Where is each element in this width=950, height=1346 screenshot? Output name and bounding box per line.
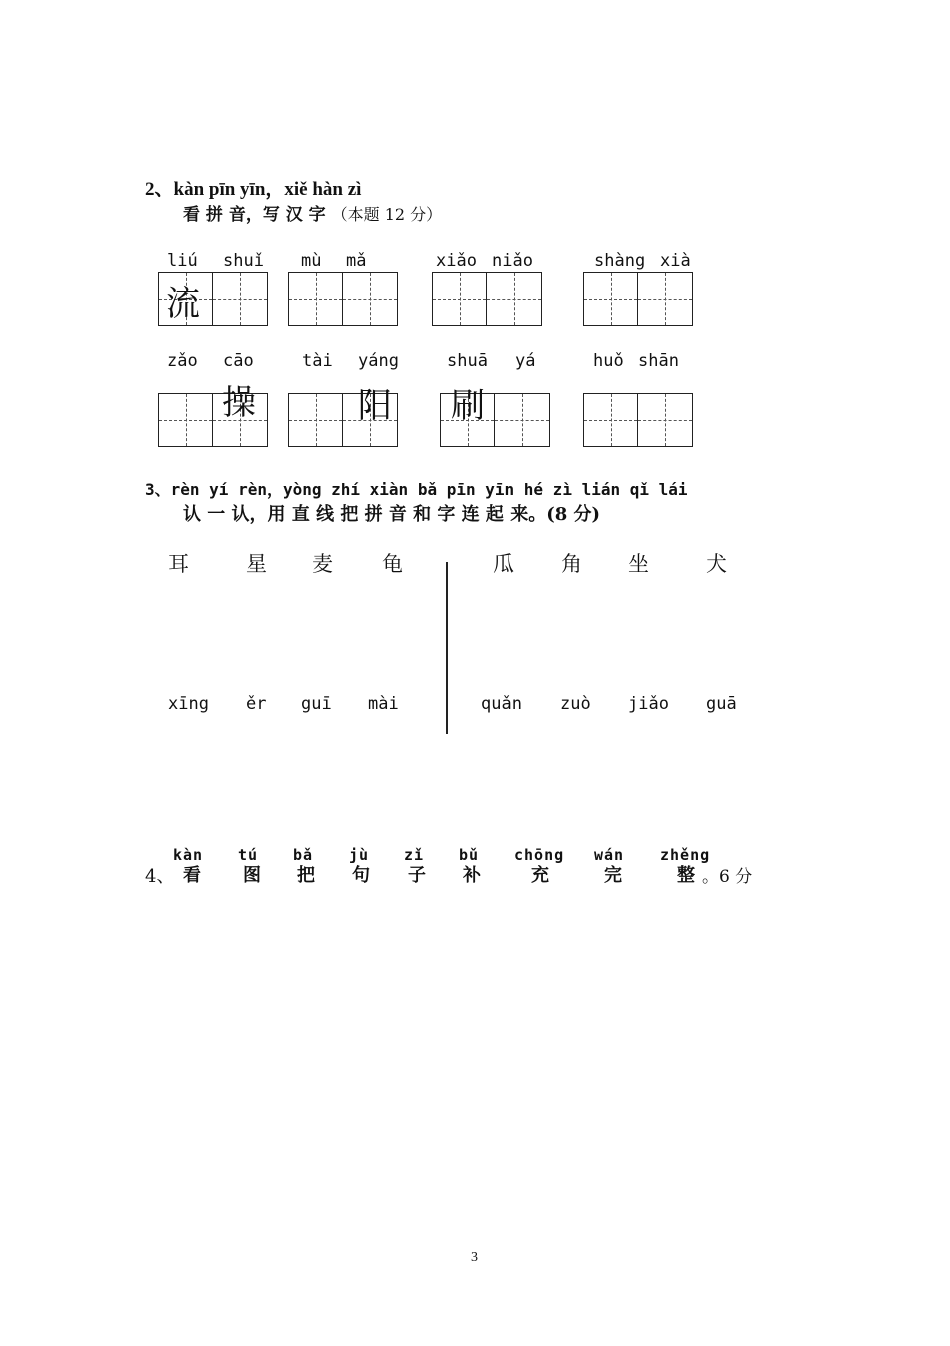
match-char-er[interactable]: 耳 bbox=[168, 552, 189, 576]
section2-title: 2、kàn pīn yīn，xiě hàn zì bbox=[145, 179, 362, 200]
page-number: 3 bbox=[471, 1250, 478, 1265]
section2-subtitle-text: 看 拼 音，写 汉 字 bbox=[183, 205, 326, 225]
pinyin-ma: mǎ bbox=[346, 251, 367, 271]
sect4-pinyin-zheng: zhěng bbox=[660, 846, 711, 864]
writing-grid-muma[interactable] bbox=[288, 272, 398, 326]
sect4-char-ju: 句 bbox=[352, 865, 370, 886]
pinyin-tai: tài bbox=[302, 351, 333, 371]
pinyin-xiao: xiǎo bbox=[436, 251, 477, 271]
pinyin-shan: shān bbox=[638, 351, 679, 371]
match-pinyin-mai[interactable]: mài bbox=[368, 694, 399, 714]
match-char-quan[interactable]: 犬 bbox=[706, 552, 727, 576]
writing-grid-huoshan[interactable] bbox=[583, 393, 693, 447]
sect4-char-zheng: 整 bbox=[677, 865, 695, 886]
sect4-pinyin-chong: chōng bbox=[514, 846, 565, 864]
match-pinyin-jiao[interactable]: jiǎo bbox=[628, 694, 669, 714]
section2-subtitle bbox=[183, 200, 442, 225]
grid-cell[interactable] bbox=[289, 273, 343, 325]
pinyin-xia: xià bbox=[660, 251, 691, 271]
match-char-xing[interactable]: 星 bbox=[246, 552, 267, 576]
match-pinyin-xing[interactable]: xīng bbox=[168, 694, 209, 714]
section3-title: 3、rèn yí rèn，yòng zhí xiàn bǎ pīn yīn hé zì lián qǐ lái bbox=[145, 480, 688, 499]
section2-points: （本题 12 分） bbox=[331, 205, 443, 224]
match-char-gui[interactable]: 龟 bbox=[382, 552, 403, 576]
grid-cell[interactable] bbox=[213, 273, 267, 325]
grid-cell[interactable] bbox=[433, 273, 487, 325]
pinyin-cao: cāo bbox=[223, 351, 254, 371]
grid-cell[interactable] bbox=[289, 394, 343, 446]
pinyin-yang: yáng bbox=[358, 351, 399, 371]
sect4-pinyin-tu: tú bbox=[238, 846, 259, 864]
filled-char-shua: 刷 bbox=[451, 386, 485, 426]
writing-grid-shangxia[interactable] bbox=[583, 272, 693, 326]
pinyin-shua: shuā bbox=[447, 351, 488, 371]
match-char-zuo[interactable]: 坐 bbox=[628, 552, 649, 576]
grid-cell[interactable] bbox=[343, 273, 397, 325]
sect4-pinyin-bu: bǔ bbox=[459, 846, 480, 864]
match-pinyin-gua[interactable]: guā bbox=[706, 694, 737, 714]
pinyin-ya: yá bbox=[515, 351, 536, 371]
pinyin-shang: shàng bbox=[594, 251, 646, 271]
sect4-char-bu: 补 bbox=[463, 865, 481, 886]
sect4-char-zi: 子 bbox=[408, 865, 426, 886]
match-pinyin-gui[interactable]: guī bbox=[301, 694, 332, 714]
pinyin-huo: huǒ bbox=[593, 351, 624, 371]
sect4-pinyin-zi: zǐ bbox=[404, 846, 425, 864]
grid-cell[interactable] bbox=[487, 273, 541, 325]
match-char-jiao[interactable]: 角 bbox=[561, 552, 582, 576]
section4-number: 4、 bbox=[145, 866, 175, 887]
sect4-char-ba: 把 bbox=[297, 865, 315, 886]
pinyin-liu: liú bbox=[167, 251, 198, 271]
match-char-gua[interactable]: 瓜 bbox=[493, 552, 514, 576]
filled-char-cao: 操 bbox=[222, 383, 256, 423]
sect4-char-tu: 图 bbox=[243, 865, 261, 886]
section4-points: 。6 分 bbox=[702, 867, 753, 887]
match-char-mai[interactable]: 麦 bbox=[312, 552, 333, 576]
section3-divider bbox=[446, 562, 448, 734]
match-pinyin-zuo[interactable]: zuò bbox=[560, 694, 591, 714]
sect4-char-kan: 看 bbox=[183, 865, 201, 886]
sect4-pinyin-kan: kàn bbox=[173, 846, 204, 864]
sect4-char-wan: 完 bbox=[604, 865, 622, 886]
sect4-pinyin-ju: jù bbox=[349, 846, 370, 864]
pinyin-niao: niǎo bbox=[492, 251, 533, 271]
grid-cell[interactable] bbox=[159, 394, 213, 446]
section3-subtitle: 认 一 认，用 直 线 把 拼 音 和 字 连 起 来。(8 分) bbox=[183, 504, 601, 525]
grid-cell[interactable] bbox=[584, 273, 638, 325]
writing-grid-xiaoniao[interactable] bbox=[432, 272, 542, 326]
grid-cell[interactable] bbox=[638, 273, 692, 325]
match-pinyin-quan[interactable]: quǎn bbox=[481, 694, 522, 714]
grid-cell[interactable] bbox=[584, 394, 638, 446]
filled-char-liu: 流 bbox=[166, 284, 200, 324]
pinyin-zao: zǎo bbox=[167, 351, 198, 371]
pinyin-mu: mù bbox=[301, 251, 322, 271]
sect4-pinyin-ba: bǎ bbox=[293, 846, 314, 864]
filled-char-yang: 阳 bbox=[358, 386, 392, 426]
grid-cell[interactable] bbox=[638, 394, 692, 446]
sect4-pinyin-wan: wán bbox=[594, 846, 625, 864]
grid-cell[interactable] bbox=[495, 394, 549, 446]
pinyin-shui: shuǐ bbox=[223, 251, 264, 271]
match-pinyin-er[interactable]: ěr bbox=[246, 694, 267, 714]
sect4-char-chong: 充 bbox=[531, 865, 549, 886]
